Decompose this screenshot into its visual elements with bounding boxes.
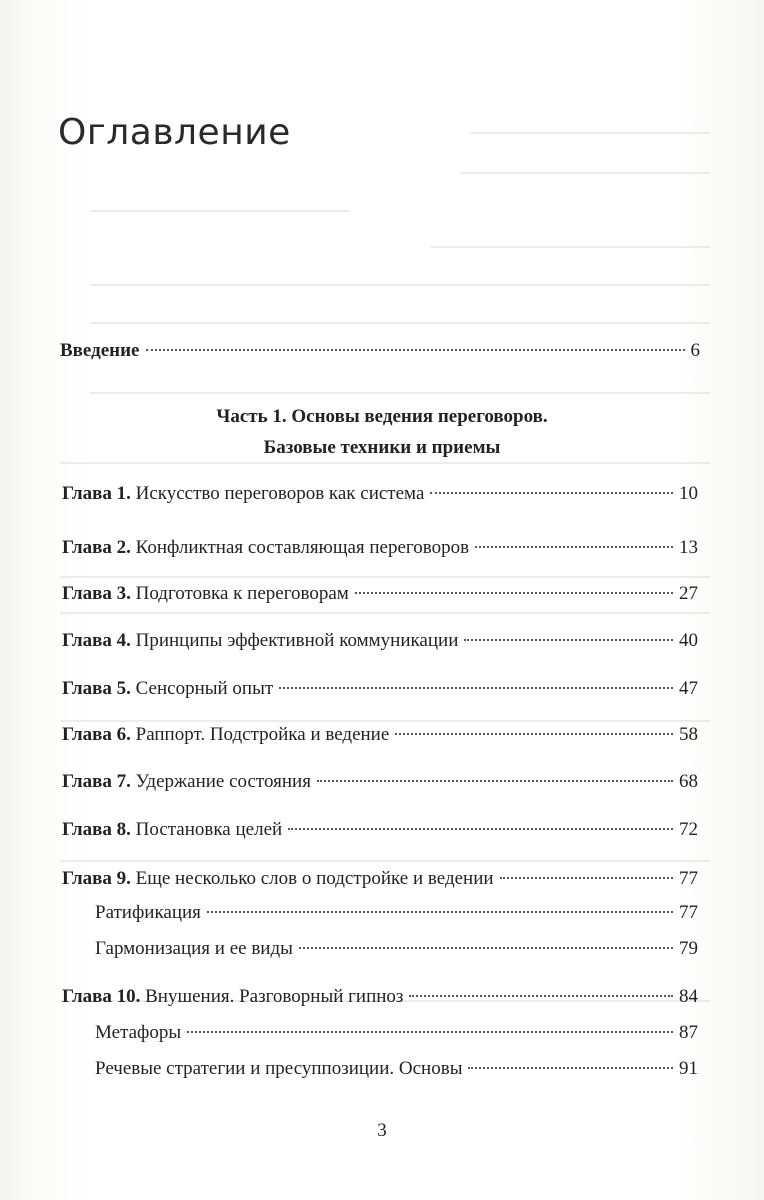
subsection-page: 87: [679, 1022, 698, 1043]
chapter-page: 68: [679, 771, 698, 792]
chapter-title: Еще несколько слов о подстройке и ведении: [135, 868, 494, 889]
chapter-title: Внушения. Разговорный гипноз: [145, 986, 404, 1007]
chapter-number: Глава 7.: [62, 771, 131, 792]
chapter-page: 58: [679, 724, 698, 745]
chapter-page: 27: [679, 583, 698, 604]
page-number: 3: [377, 1120, 387, 1141]
chapter-page: 72: [679, 819, 698, 840]
bleed-through-line: [90, 392, 710, 394]
toc-entry-chapter-6[interactable]: [62, 723, 698, 747]
chapter-number: Глава 5.: [62, 678, 131, 699]
toc-entry-subsection[interactable]: [95, 1021, 698, 1045]
chapter-number: Глава 4.: [62, 630, 131, 651]
subsection-title: Ратификация: [95, 902, 201, 923]
chapter-title: Постановка целей: [135, 819, 283, 840]
toc-entry-chapter-3[interactable]: [62, 582, 698, 606]
chapter-title: Удержание состояния: [135, 771, 311, 792]
intro-page: 6: [690, 340, 700, 361]
bleed-through-line: [60, 612, 710, 614]
chapter-title: Раппорт. Подстройка и ведение: [135, 724, 390, 745]
subsection-page: 91: [679, 1058, 698, 1079]
bleed-through-line: [60, 462, 710, 464]
chapter-number: Глава 10.: [62, 986, 141, 1007]
subsection-title: Речевые стратегии и пресуппозиции. Основы: [95, 1058, 463, 1079]
toc-entry-chapter-8[interactable]: [62, 818, 698, 842]
page-title: Оглавление: [58, 112, 291, 153]
chapter-number: Глава 9.: [62, 868, 131, 889]
dot-leader: [500, 877, 673, 879]
chapter-title: Подготовка к переговорам: [135, 583, 349, 604]
subsection-title: Гармонизация и ее виды: [95, 938, 293, 959]
subsection-page: 79: [679, 938, 698, 959]
bleed-through-line: [90, 210, 350, 212]
dot-leader: [475, 546, 673, 548]
dot-leader: [430, 492, 673, 494]
toc-entry-chapter-4[interactable]: [62, 629, 698, 653]
chapter-number: Глава 3.: [62, 583, 131, 604]
dot-leader: [395, 733, 673, 735]
toc-entry-chapter-7[interactable]: [62, 770, 698, 794]
chapter-page: 77: [679, 868, 698, 889]
toc-entry-chapter-2[interactable]: [62, 536, 698, 560]
subsection-title: Метафоры: [95, 1022, 182, 1043]
bleed-through-line: [430, 246, 710, 248]
chapter-title: Принципы эффективной коммуникации: [135, 630, 459, 651]
toc-entry-subsection[interactable]: [95, 1057, 698, 1081]
chapter-page: 47: [679, 678, 698, 699]
dot-leader: [464, 639, 673, 641]
toc-entry-chapter-1[interactable]: [62, 482, 698, 506]
toc-entry-subsection[interactable]: [95, 937, 698, 961]
dot-leader: [317, 780, 673, 782]
chapter-title: Конфликтная составляющая переговоров: [135, 537, 470, 558]
bleed-through-line: [60, 720, 710, 722]
dot-leader: [355, 592, 673, 594]
toc-intro-row[interactable]: [60, 339, 700, 363]
chapter-page: 10: [679, 483, 698, 504]
chapter-page: 13: [679, 537, 698, 558]
dot-leader: [468, 1067, 673, 1069]
part-heading-line1: Часть 1. Основы ведения переговоров.: [216, 406, 548, 427]
toc-entry-chapter-10[interactable]: [62, 985, 698, 1009]
dot-leader: [299, 947, 673, 949]
chapter-number: Глава 8.: [62, 819, 131, 840]
chapter-page: 84: [679, 986, 698, 1007]
chapter-number: Глава 1.: [62, 483, 131, 504]
bleed-through-line: [90, 322, 710, 324]
chapter-number: Глава 2.: [62, 537, 131, 558]
dot-leader: [409, 995, 673, 997]
bleed-through-line: [60, 576, 710, 578]
bleed-through-line: [460, 172, 710, 174]
toc-entry-chapter-5[interactable]: [62, 677, 698, 701]
bleed-through-line: [60, 860, 710, 862]
chapter-title: Сенсорный опыт: [135, 678, 274, 699]
intro-label: Введение: [60, 340, 140, 361]
dot-leader: [146, 349, 685, 351]
chapter-page: 40: [679, 630, 698, 651]
bleed-through-line: [90, 284, 710, 286]
toc-entry-subsection[interactable]: [95, 901, 698, 925]
chapter-title: Искусство переговоров как система: [135, 483, 425, 504]
dot-leader: [207, 911, 673, 913]
part-heading-line2: Базовые техники и приемы: [263, 437, 501, 458]
chapter-number: Глава 6.: [62, 724, 131, 745]
dot-leader: [187, 1031, 673, 1033]
subsection-page: 77: [679, 902, 698, 923]
dot-leader: [279, 687, 673, 689]
bleed-through-line: [470, 132, 710, 134]
dot-leader: [288, 828, 673, 830]
toc-entry-chapter-9[interactable]: [62, 867, 698, 891]
